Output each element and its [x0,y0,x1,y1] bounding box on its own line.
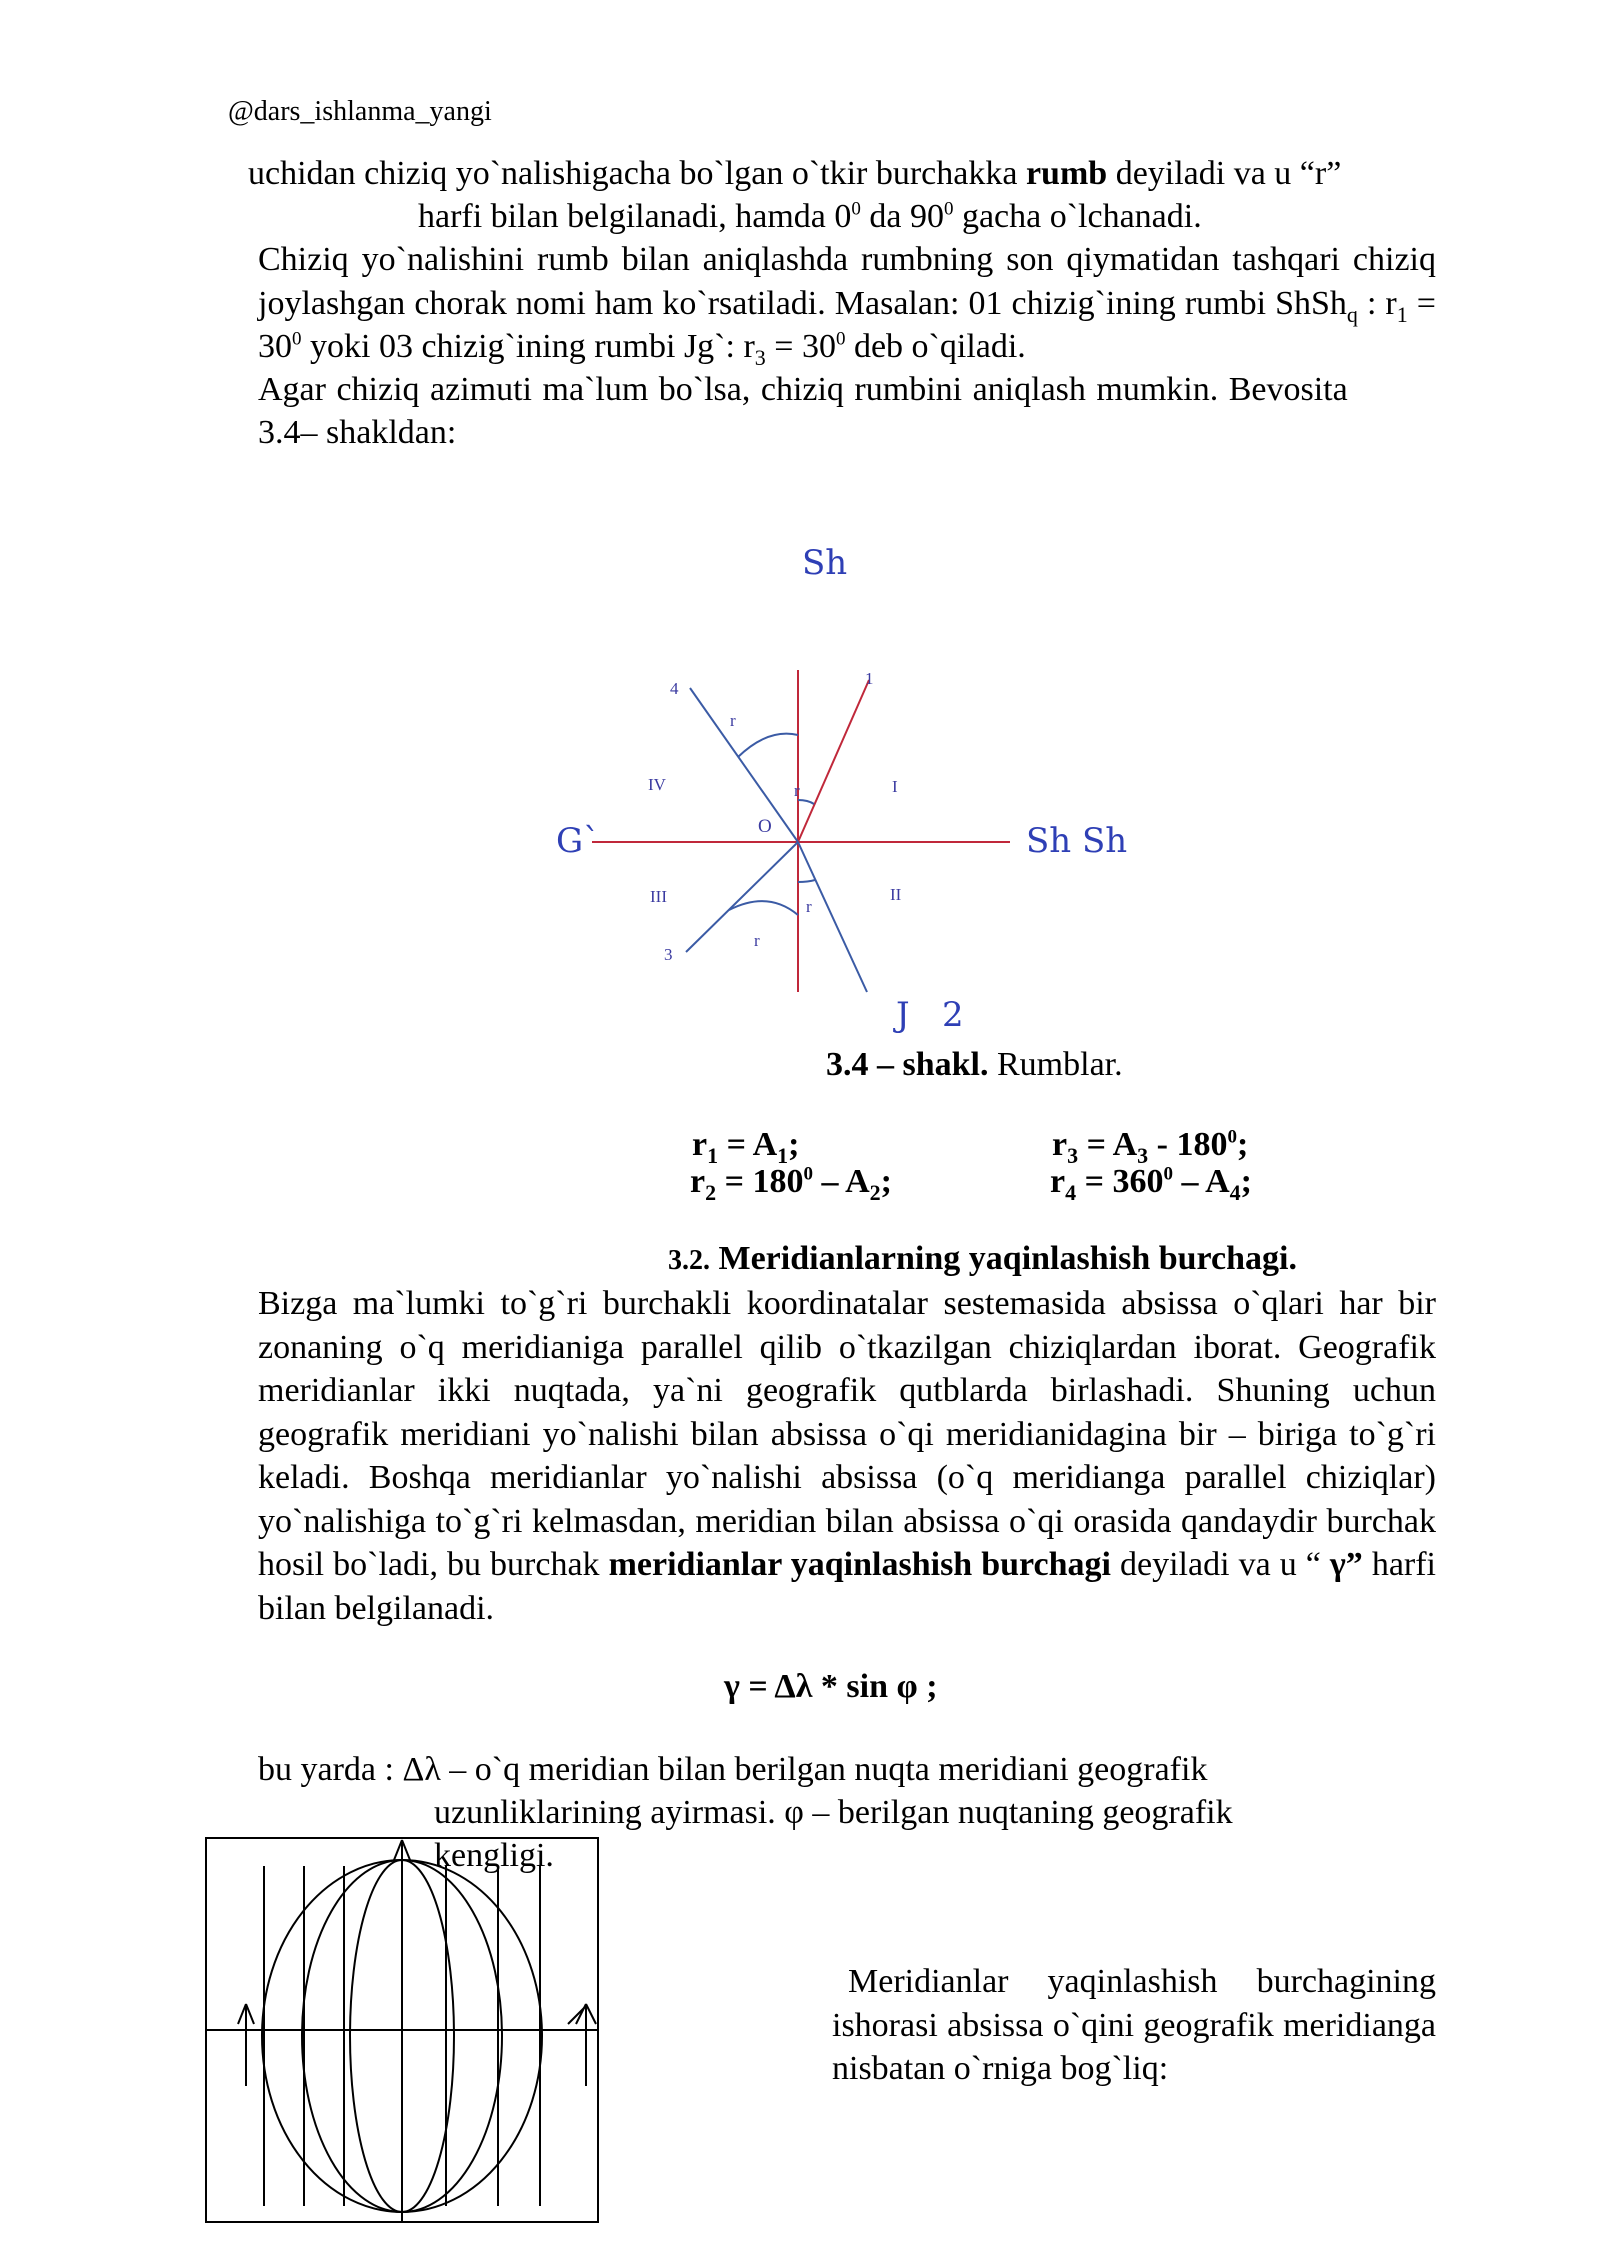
definition-line-1: bu yarda : Δλ – o`q meridian bilan berilgan nuqta meridiani geografik [258,1751,1208,1788]
rumb-arc-3 [729,901,798,915]
rumb-label-1: r [794,781,800,800]
east-label: Sh Sh [1026,821,1128,861]
origin-label: O [758,816,772,837]
rumb-arc-1 [798,800,814,804]
paragraph-meridian-convergence: Bizga ma`lumki to`g`ri burchakli koordinatalar sestemasida absissa o`qlari har bir zonaning o`q meridianiga parallel qilib o`tkazilgan chiziqlardan iborat. Geografik meridianlar ikki nuqtada, ya`ni geografik qutblarda birlashadi. Shuning uchun geografik meridiani yo`nalishi bilan absissa o`qi meridianidagina bir – biriga to`g`ri keladi. Boshqa meridianlar yo`nalishi absissa (o`q meridianga parallel chiziqlar) yo`nalishiga to`g`ri kelmasdan, meridian bilan absissa o`qi orasida qandaydir burchak hosil bo`ladi, bu burchak meridianlar yaqinlashish burchagi deyiladi va u “ γ” harfi bilan belgilanadi. [258,1285,1436,1627]
rumb-label-4: r [730,711,736,730]
line-1-label: 1 [865,669,874,688]
line-3-label: 3 [664,945,673,964]
meridian-convergence-diagram [204,1836,604,2228]
rumb-label-3: r [754,931,760,950]
quadrant-1-label: I [892,777,898,796]
west-label: G` [556,821,601,861]
rumb-diagram [540,530,1180,1050]
quadrant-3-label: III [650,887,667,906]
rumb-arc-4 [738,734,798,757]
north-label: Sh [802,543,848,583]
quadrant-2-label: II [890,885,902,904]
rumb-arc-2 [798,880,815,882]
formula-r4: $r_4 = 360^0 - A_4$; [1050,1163,1252,1205]
line-4 [690,688,798,842]
formula-r3: $r_3 = A_3 - 180^0$; [1052,1126,1249,1168]
definition-line-3: kengligi. [434,1837,554,1874]
intro-line-1: uchidan chiziq yo`nalishigacha bo`lgan o`tkir burchakka rumb deyiladi va u “r” [248,155,1342,192]
intro-line-2: harfi bilan belgilanadi, hamda $0^0$ da $90^0$ gacha o`lchanadi. [418,198,1202,235]
formula-r2: $r_2 = 180^0 - A_2$; [690,1163,892,1205]
paragraph-azimuth-line-2: 3.4– shakldan: [258,414,457,451]
watermark: @dars_ishlanma_yangi [228,96,492,127]
paragraph-sign: Meridianlar yaqinlashish burchagining ishorasi absissa o`qini geografik meridianga nisbatan o`rniga bog`liq: [832,1963,1436,2087]
quadrant-4-label: IV [648,775,666,794]
paragraph-azimuth-line-1: Agar chiziq azimuti ma`lum bo`lsa, chiziq rumbini aniqlash mumkin. Bevosita [258,371,1348,408]
figure-caption: 3.4 – shakl. Rumblar. [826,1046,1123,1083]
line-2 [798,842,867,992]
line-1 [798,680,869,842]
line-3 [686,842,798,952]
formula-r1: $r_1 = A_1$; [692,1126,800,1168]
definition-line-2: uzunliklarining ayirmasi. φ – berilgan nuqtaning geografik [434,1794,1233,1831]
section-heading: 3.2. Meridianlarning yaqinlashish burchagi. [668,1240,1297,1277]
paragraph-rumb-description: Chiziq yo`nalishini rumb bilan aniqlashda rumbning son qiymatidan tashqari chiziq joylashgan chorak nomi ham ko`rsatiladi. Masalan: 01 chizig`ining rumbi ShSh$_q$ : $r_1 = 30^0$ yoki 03 chizig`ining rumbi Jg`: $r_3 = 30^0$ deb o`qiladi. [258,241,1436,370]
line-4-label: 4 [670,679,679,698]
gamma-formula: γ = Δλ * sin φ ; [724,1668,938,1705]
south-label: J 2 [896,995,964,1035]
rumb-label-2: r [806,897,812,916]
